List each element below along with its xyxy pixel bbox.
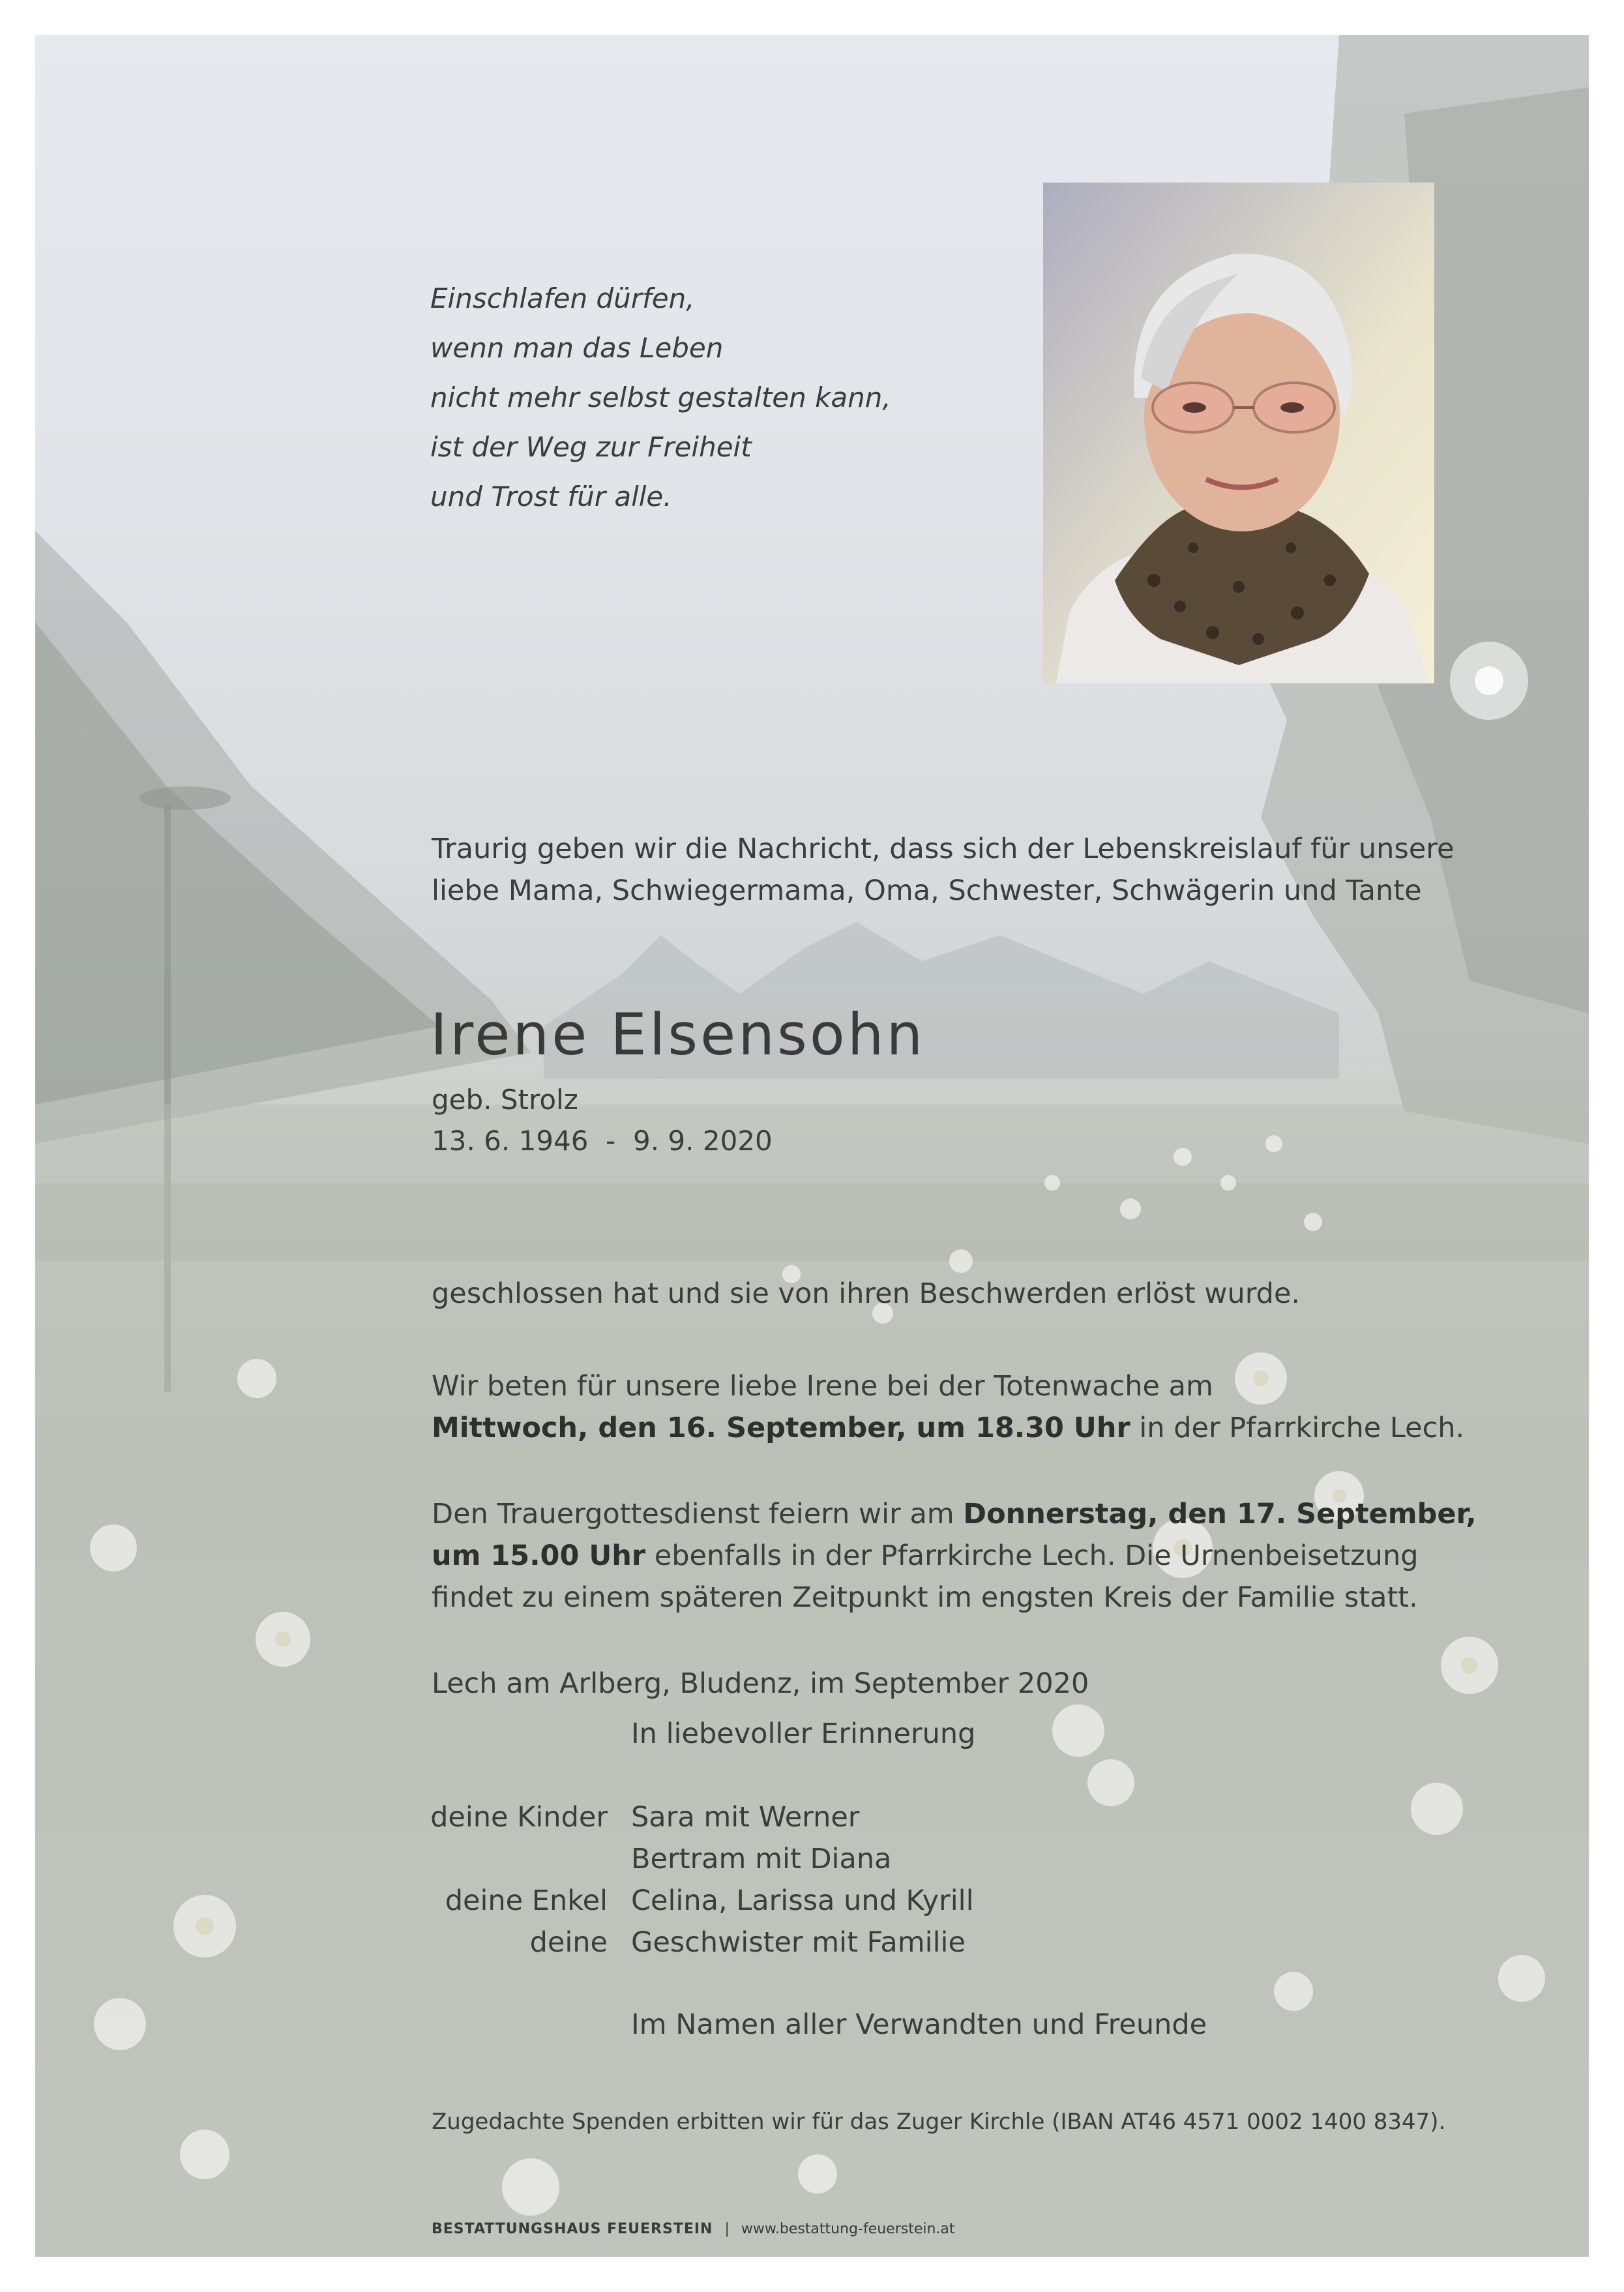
place-date: Lech am Arlberg, Bludenz, im September 2020 (432, 1667, 1089, 1700)
poem-line: ist der Weg zur Freiheit (430, 431, 752, 463)
obituary-card (35, 35, 1589, 2257)
portrait-illustration (1043, 183, 1434, 683)
paragraph-funeral (432, 1493, 1477, 1618)
wake-line-2 (432, 1407, 1464, 1449)
footer-url[interactable]: www.bestattung-feuerstein.at (741, 2221, 955, 2237)
donation-note: Zugedachte Spenden erbitten wir für das Zuger Kirchle (IBAN AT46 4571 0002 1400 8347). (432, 2109, 1446, 2135)
paragraph-closure: geschlossen hat und sie von ihren Beschwerden erlöst wurde. (432, 1277, 1301, 1310)
poem-line: nicht mehr selbst gestalten kann, (430, 381, 891, 413)
funeral-line-2 (432, 1535, 1477, 1577)
mourner-names: Celina, Larissa und Kyrill (631, 1884, 974, 1917)
poem (430, 274, 891, 522)
mourner-names: Bertram mit Diana (631, 1843, 892, 1875)
footer-brand: BESTATTUNGSHAUS FEUERSTEIN (432, 2221, 713, 2237)
wake-place: in der Pfarrkirche Lech. (1130, 1412, 1465, 1444)
poem-line: Einschlafen dürfen, (430, 282, 695, 314)
footer-separator: | (724, 2221, 730, 2237)
funeral-line-1 (432, 1493, 1477, 1535)
portrait-photo (1043, 183, 1434, 683)
funeral-place: ebenfalls in der Pfarrkirche Lech. Die Urnenbeisetzung (645, 1540, 1419, 1572)
signature-heading: In liebevoller Erinnerung (631, 1718, 976, 1750)
intro-text (432, 828, 1454, 912)
funeral-date: Donnerstag, den 17. September, (963, 1498, 1477, 1530)
closing-line: Im Namen aller Verwandten und Freunde (631, 2008, 1207, 2041)
life-dates: 13. 6. 1946 - 9. 9. 2020 (432, 1125, 773, 1157)
wake-date: Mittwoch, den 16. September, um 18.30 Uhr (432, 1412, 1130, 1444)
deceased-name: Irene Elsensohn (430, 1001, 926, 1068)
intro-line: Traurig geben wir die Nachricht, dass sich der Lebenskreislauf für unsere (432, 833, 1454, 865)
funeral-time: um 15.00 Uhr (432, 1540, 646, 1572)
maiden-name: geb. Strolz (432, 1084, 578, 1116)
poem-line: wenn man das Leben (430, 332, 724, 364)
footer (432, 2221, 955, 2237)
intro-line: liebe Mama, Schwiegermama, Oma, Schwester, Schwägerin und Tante (432, 874, 1422, 907)
wake-line: Wir beten für unsere liebe Irene bei der Totenwache am (432, 1370, 1213, 1403)
mourner-names: Sara mit Werner (631, 1801, 860, 1834)
mourner-names: Geschwister mit Familie (631, 1926, 966, 1959)
paragraph-wake (432, 1365, 1464, 1449)
mourner-relation: deine (529, 1926, 608, 1959)
mourner-relation: deine Enkel (445, 1884, 608, 1917)
poem-line: und Trost für alle. (430, 481, 672, 513)
funeral-intro: Den Trauergottesdienst feiern wir am (432, 1498, 964, 1530)
mourner-relation: deine Kinder (430, 1801, 608, 1834)
funeral-line-3: findet zu einem späteren Zeitpunkt im engsten Kreis der Familie statt. (432, 1581, 1418, 1614)
